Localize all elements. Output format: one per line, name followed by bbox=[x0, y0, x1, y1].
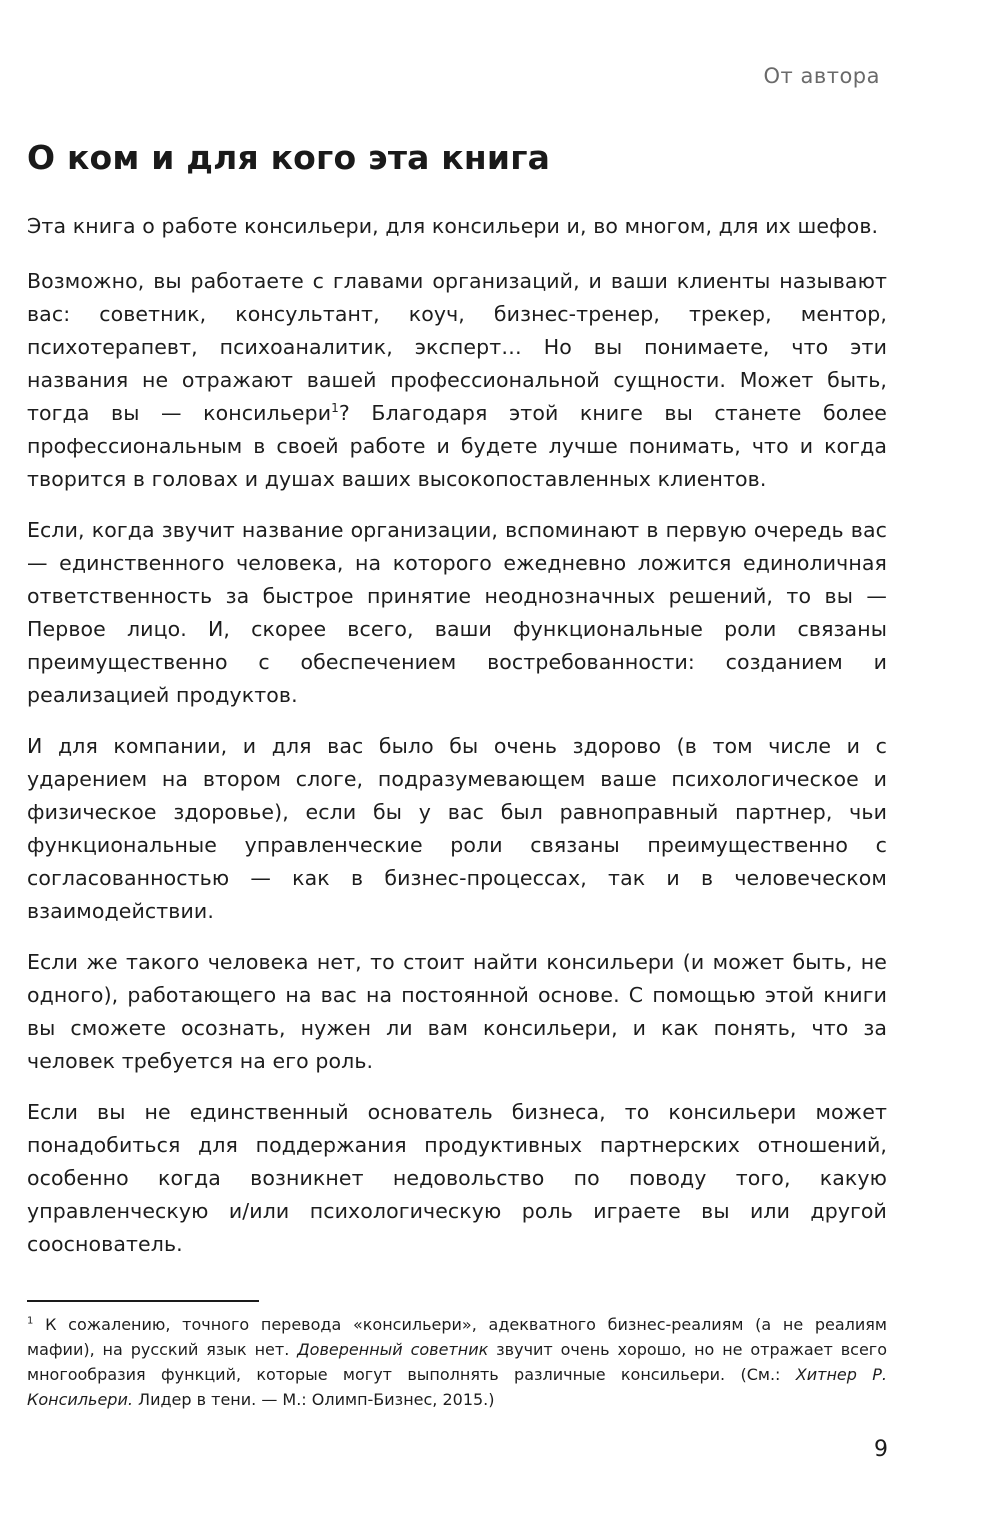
footnote-separator bbox=[27, 1300, 259, 1302]
paragraph-4: И для компании, и для вас было бы очень здорово (в том числе и с ударением на втором слоге, подразумевающем ваше психологическое и физическое здоровье), если бы у вас был равноправный партнер, чьи функциональные управленческие роли связаны преимущественно с согласованностью — как в бизнес-процессах, так и в человеческом взаимодействии. bbox=[27, 734, 887, 923]
footnote-italic-b: Хитнер Р. Консильери. bbox=[27, 1365, 887, 1409]
chapter-title: О ком и для кого эта книга bbox=[27, 138, 551, 177]
footnote-reference[interactable]: 1 bbox=[331, 401, 339, 416]
footnote-marker: 1 bbox=[27, 1315, 34, 1327]
paragraph-5: Если же такого человека нет, то стоит найти консильери (и может быть, не одного), работающего на вас на постоянной основе. С помощью этой книги вы сможете осознать, нужен ли вам консильери, и как понять, что за человек требуется на его роль. bbox=[27, 950, 887, 1073]
paragraph-6: Если вы не единственный основатель бизнеса, то консильери может понадобиться для поддержания продуктивных партнерских отношений, особенно когда возникнет недовольство по поводу того, какую управленческую и/или психологическую роль играете вы или другой сооснователь. bbox=[27, 1100, 887, 1256]
footnote-text-a: К сожалению, точного перевода «консильери», адекватного бизнес-реалиям (а не реалиям мафии), на русский язык нет. bbox=[27, 1315, 887, 1359]
paragraph-3: Если, когда звучит название организации, вспоминают в первую очередь вас — единственного человека, на которого ежедневно ложится единоличная ответственность за быстрое принятие неоднозначных решений, то вы — Первое лицо. И, скорее всего, ваши функциональные роли связаны преимущественно с обеспечением востребованности: созданием и реализацией продуктов. bbox=[27, 518, 887, 707]
paragraph-2-text-b: ? Благодаря этой книге вы станете более профессиональным в своей работе и будете лучше понимать, что и когда творится в головах и душах ваших высокопоставленных клиентов. bbox=[27, 401, 887, 491]
paragraph-2 bbox=[27, 265, 887, 496]
paragraph-1: Эта книга о работе консильери, для консильери и, во многом, для их шефов. bbox=[27, 214, 879, 238]
footnote-italic-a: Доверенный советник bbox=[297, 1340, 489, 1359]
body-text bbox=[27, 210, 887, 1279]
paragraph-2-text-a: Возможно, вы работаете с главами организаций, и ваши клиенты называют вас: советник, консультант, коуч, бизнес-тренер, трекер, ментор, психотерапевт, психоаналитик, эксперт… Но вы понимаете, что эти названия не отражают вашей профессиональной сущности. Может быть, тогда вы — консильери bbox=[27, 269, 887, 425]
footnote-text-b: звучит очень хорошо, но не отражает всего многообразия функций, которые могут выполнять различные консильери. (См.: bbox=[27, 1340, 887, 1384]
page-number: 9 bbox=[874, 1437, 888, 1462]
running-head: От автора bbox=[763, 64, 880, 88]
footnote bbox=[27, 1312, 887, 1412]
footnote-text-c: Лидер в тени. — М.: Олимп-Бизнес, 2015.) bbox=[132, 1390, 495, 1409]
